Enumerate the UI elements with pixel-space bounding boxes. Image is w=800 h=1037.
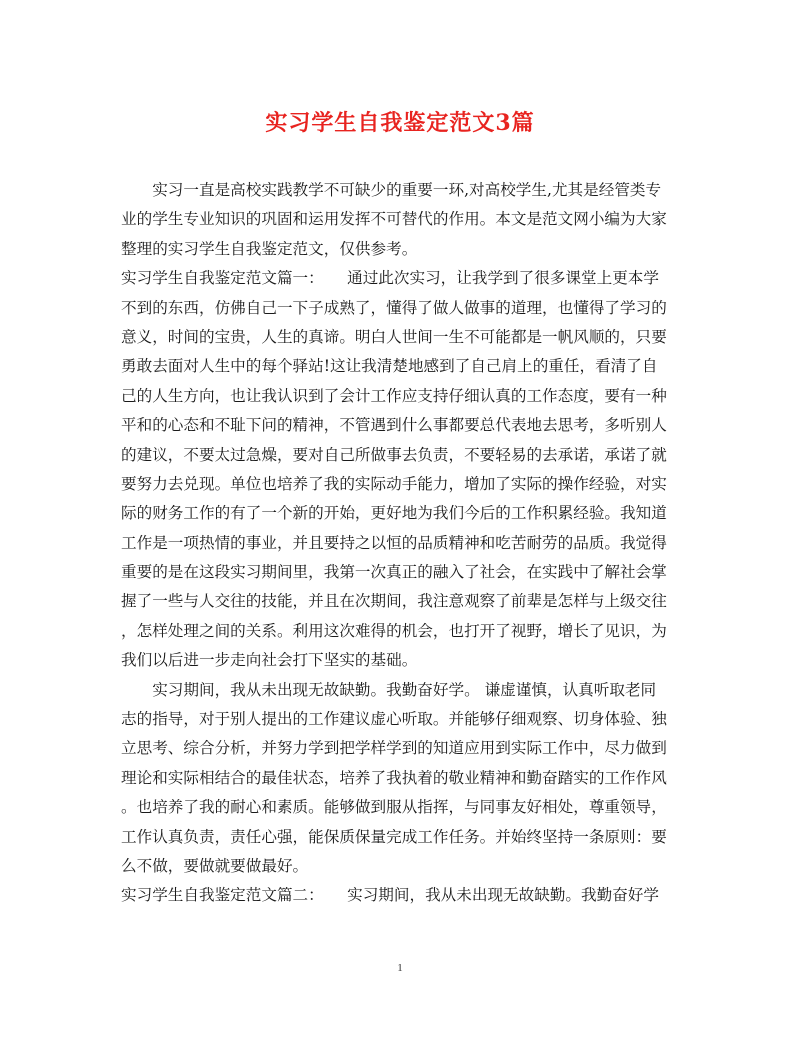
- text-line: 勇敢去面对人生中的每个驿站!这让我清楚地感到了自己肩上的重任，看清了自: [121, 357, 658, 376]
- text-line: 立思考、综合分析，并努力学到把学样学到的知道应用到实际工作中，尽力做到: [121, 739, 667, 758]
- text-line: 实习期间，我从未出现无故缺勤。我勤奋好学。 谦虚谨慎，认真听取老同: [121, 680, 657, 699]
- text-line: 际的财务工作的有了一个新的开始，更好地为我们今后的工作积累经验。我知道: [121, 504, 667, 523]
- text-line: 意义，时间的宝贵，人生的真谛。明白人世间一生不可能都是一帆风顺的，只要: [121, 327, 667, 346]
- text-line: 己的人生方向，也让我认识到了会计工作应支持仔细认真的工作态度，要有一种: [121, 386, 667, 405]
- text-line: 志的指导，对于别人提出的工作建议虚心听取。并能够仔细观察、切身体验、独: [121, 710, 667, 729]
- text-line: 实习一直是高校实践教学不可缺少的重要一环,对高校学生,尤其是经管类专: [121, 181, 662, 199]
- document-body: [121, 176, 681, 911]
- text-line: 平和的心态和不耻下问的精神，不管遇到什么事都要总代表地去思考，多听别人: [121, 416, 667, 435]
- text-line: 整理的实习学生自我鉴定范文，仅供参考。: [121, 239, 418, 258]
- text-line: 工作是一项热情的事业，并且要持之以恒的品质精神和吃苦耐劳的品质。我觉得: [121, 533, 667, 552]
- text-line: 。也培养了我的耐心和素质。能够做到服从指挥，与同事友好相处，尊重领导，: [121, 798, 667, 817]
- text-line: 不到的东西，仿佛自己一下子成熟了，懂得了做人做事的道理，也懂得了学习的: [121, 298, 667, 317]
- text-line: 么不做，要做就要做最好。: [121, 856, 309, 875]
- text-line: 握了一些与人交往的技能，并且在次期间，我注意观察了前辈是怎样与上级交往: [121, 592, 667, 611]
- text-line: 我们以后进一步走向社会打下坚实的基础。: [121, 651, 418, 670]
- text-line: ，怎样处理之间的关系。利用这次难得的机会，也打开了视野，增长了见识，为: [121, 621, 667, 640]
- text-line: 重要的是在这段实习期间里，我第一次真正的融入了社会，在实践中了解社会掌: [121, 563, 667, 582]
- text-line: 要努力去兑现。单位也培养了我的实际动手能力，增加了实际的操作经验，对实: [121, 474, 667, 493]
- document-title: 实习学生自我鉴定范文3篇: [265, 110, 535, 136]
- text-line: 的建议，不要太过急燥，要对自己所做事去负责，不要轻易的去承诺，承诺了就: [121, 445, 667, 464]
- text-line: 工作认真负责，责任心强，能保质保量完成工作任务。并始终坚持一条原则：要: [121, 827, 667, 846]
- section-heading-line: 实习学生自我鉴定范文篇一： 通过此次实习，让我学到了很多课堂上更本学: [121, 269, 659, 288]
- section-heading-line: 实习学生自我鉴定范文篇二： 实习期间，我从未出现无故缺勤。我勤奋好学: [121, 886, 659, 905]
- text-line: 业的学生专业知识的巩固和运用发挥不可替代的作用。本文是范文网小编为大家: [121, 210, 667, 229]
- text-line: 理论和实际相结合的最佳状态，培养了我执着的敬业精神和勤奋踏实的工作作风: [121, 768, 667, 787]
- page-number: 1: [397, 962, 403, 974]
